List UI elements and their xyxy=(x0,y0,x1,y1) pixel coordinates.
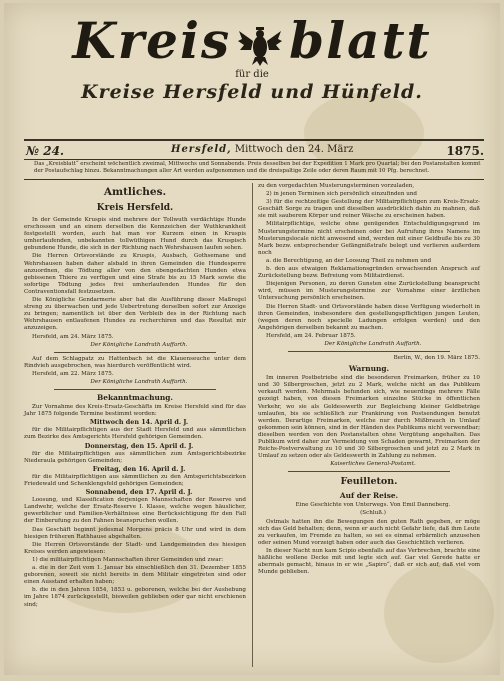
masthead-title-right: blatt xyxy=(289,11,432,70)
dateline xyxy=(26,144,484,160)
appointment-date: Freitag, den 16. April d. J. xyxy=(92,464,186,473)
issue-place: Hersfeld, xyxy=(171,144,232,155)
article-list-item: a. die Berechtigung, an der Loosung Theil zu nehmen und xyxy=(266,257,432,264)
masthead-subtitle: für die xyxy=(235,69,269,80)
warning-heading: Warnung. xyxy=(348,364,390,374)
article-paragraph: Militairpflichtige, welche ohne genügenden Entschuldigungsgrund im Musterungstermine nicht erscheinen oder bei Aufrufung ihres Namens im Musterungslocale nicht anwesend sind, werden mit einer Geldbuße bis zu 30 Mark bezw. entsprechender Gefängnißstrafe belegt und verlieren außerdem noch xyxy=(258,221,480,256)
article-paragraph: Zur Vornahme des Kreis-Ersatz-Geschäfts im Kreise Hersfeld sind für das Jahr 1875 folgende Termine bestimmt worden: xyxy=(24,404,246,418)
section-heading-district: Kreis Hersfeld. xyxy=(96,203,174,213)
story-title: Auf der Reise. xyxy=(339,491,399,501)
article-paragraph: Loosung, und Klassification derjenigen Mannschaften der Reserve und Landwehr, welche der Ersatz-Reserve I. Klasse, welche wegen häuslicher, gewerblicher und Familien-Verhältnisse eine Berücksichtigung für den Fall der Einberufung zu den Fahnen beanspruchen wollen. xyxy=(24,497,246,525)
article-paragraph: Die Herren Ortsvorstände der Stadt- und Landgemeinden des hiesigen Kreises werden angewiesen: xyxy=(24,541,246,555)
article-paragraph: Die Herren Stadt- und Ortsvorstände haben diese Verfügung wiederholt in ihren Gemeinden, insbesondere den gestellungspflichtigen jungen Leuten, (wegen deren noch specielle Ladungen erfolgen werden) und den Angehörigen derselben bekannt zu machen. xyxy=(258,303,480,331)
article-paragraph: Auf dem Schlagpatz zu Hattenbach ist die Klauenseuche unter dem Rindvieh ausgebrochen, was hierdurch veröffentlicht wird. xyxy=(24,355,246,369)
appointment-date: Mittwoch den 14. April d. J. xyxy=(89,418,189,427)
article-signature: Der Königliche Landrath Auffarth. xyxy=(324,340,422,347)
newspaper-page xyxy=(4,3,500,675)
article-list-item: b. die in den Jahren 1854, 1853 u. geborenen, welche bei der Aushebung im Jahre 1874 zurückgestellt, bisweilen geblieben oder gar nicht erschienen sind; xyxy=(24,587,246,608)
article-paragraph: Die Herren Ortsvorstände zu Kruspis, Ausbach, Gothsemane und Wehrshausen haben daher alsbald in ihren Gemeinden die Hundesperre anzuordnen, die Tödtung aller von den obengedachten Hunden etwa gebissenen Thiere zu verfügen und eine Strafe bis zu 15 Mark sowie die sofortige Tödtung jedes frei umherlaufenden Hundes für den Contraventionsfall festzusetzen. xyxy=(24,253,246,295)
article-paragraph: Diejenigen Personen, zu deren Gunsten eine Zurückstellung beansprucht wird, müssen im Musterungstermine zur Vornahme einer ärztlichen Untersuchung persönlich erscheinen. xyxy=(258,281,480,302)
article-paragraph: zu den vorgedachten Musterungsterminen vorzuladen, xyxy=(258,183,415,189)
appointment-date: Sonnabend, den 17. April d. J. xyxy=(85,488,193,497)
article-list-item: 2) in jenen Terminen sich persönlich einzufinden und xyxy=(266,191,418,198)
article-place-date: Hersfeld, am 24. März 1875. xyxy=(32,333,114,340)
left-column xyxy=(24,183,246,610)
article-paragraph: Die Königliche Gendarmerie aber hat die Ausführung dieser Maßregel streng zu überwachen und jede Uebertretung derselben sofort zur Anzeige zu bringen; namentlich ist über den Verbleib des in der Richtung nach Wehrshausen entlaufenen Hundes zu recherchiren und das Resultat mir anzuzeigen. xyxy=(24,297,246,332)
issue-year: 1875. xyxy=(446,144,484,158)
article-paragraph: Im inneren Postbetriebe sind die besonderen Freimarken, früher zu 10 und 30 Silbergroschen, jetzt zu 2 Mark, welche nicht an das Publikum verkauft werden. Mehrmals befunden sich, wie neuerdings mehrere Fälle gezeigt haben, von diesen Freimarken einzelne Stücke in öffentlichen Verkehr, wo sie als Geldesswerth zur Begleichung kleiner Geldbeträge umlaufen, bis sie schließlich zur Frankirung von Postsendungen benutzt werden. Derartige Freimarken, welche nur durch Mißbrauch in Umlauf gekommen sein können, sind in der Händen des Publikums nicht verwendbar; dieselben werden von den Postanstalten ohne Vergütung angehalten. Das Publikum wird daher zur Vermeidung von Schaden gewarnt, Freimarken der Reichs-Postverwaltung zu 10 und 30 Silbergroschen und jetzt zu 2 Mark in Umlauf zu setzen oder als Geldeswerth in Zahlung zu nehmen. xyxy=(258,375,481,460)
article-signature: Der Königliche Landrath Auffarth. xyxy=(90,341,188,348)
eagle-icon xyxy=(237,23,283,67)
article-list-item: 1) die militairpflichtigen Mannschaften ihrer Gemeinden und zwar: xyxy=(32,556,224,563)
article-place-date: Berlin, W., den 19. März 1875. xyxy=(393,355,480,362)
story-part: (Schluß.) xyxy=(360,510,386,517)
article-separator xyxy=(54,352,216,353)
article-paragraph: Ostmals hatten ihn die Bewegungen den guten Rath gegeben, er möge sich das Geld behalten; denn, wenn er auch nicht Gefahr liefe, daß ihm Leute zu verkaufen, im Fremde zu halten, so sei es einmal erbärmlich anzusehen oder seinen Mund vorzeigt haben oder auch das Geschichtlich verlieren. xyxy=(258,518,480,546)
article-paragraph: für die Militairpflichtigen aus sämmtlichen zu den Amtsgerichtsbezirken Friedewald und Schenklengsfeld gehörigen Gemeinden; xyxy=(24,473,246,487)
article-paragraph: für die Militairpflichtigen aus der Stadt Hersfeld und aus sämmtlichen zum Bezirke des Amtsgerichts Hersfeld gehörigen Gemeinden. xyxy=(24,427,246,441)
issue-number: № 24. xyxy=(26,144,65,158)
masthead-title xyxy=(4,13,500,69)
masthead-title-left: Kreis xyxy=(72,11,232,70)
right-column xyxy=(258,183,480,577)
publication-notice: Das „Kreisblatt“ erscheint wöchentlich zweimal, Mittwochs und Sonnabends. Preis desselben bei der Expedition 1 Mark pro Quartal; bei den Postanstalten kommt der Postaufschlag hinzu. Bekanntmachungen aller Art werden aufgenommen und die dreispaltige Zeile oder deren Raum mit 10 Pfg. berechnet. xyxy=(34,161,481,174)
top-rule xyxy=(24,139,484,141)
article-list-item: b. den aus etwaigen Reklamationsgründen erwachsenden Anspruch auf Zurückstellung bezw. Befreiung vom Militairdienst. xyxy=(258,266,480,280)
section-heading-official: Amtliches. xyxy=(103,186,167,198)
article-signature: Kaiserliches General-Postamt. xyxy=(330,461,416,468)
issue-date: Mittwoch den 24. März xyxy=(234,144,354,155)
feuilleton-heading: Feuilleton. xyxy=(340,476,398,488)
article-list-item: a. die in der Zeit vom 1. Januar bis einschließlich den 31. Dezember 1855 geborenen, soweit sie nicht bereits in dem Militair eingetreten sind oder einen Ausstand erhalten haben; xyxy=(24,565,246,586)
article-place-date: Hersfeld, am 22. März 1875. xyxy=(32,370,114,377)
article-separator xyxy=(288,351,450,352)
article-signature: Der Königliche Landrath Auffarth. xyxy=(90,378,188,385)
masthead xyxy=(4,7,500,107)
announcement-heading: Bekanntmachung. xyxy=(97,393,173,403)
issue-place-date xyxy=(171,144,353,155)
article-list-item: 3) für die rechtzeitige Gestellung der Militairpflichtigen zum Kreis-Ersatz-Geschäft Sorge zu tragen und dieselben ausdrücklich dahin zu mahnen, daß sie mit sauberem Körper und reiner Wäsche zu erscheinen haben. xyxy=(258,199,480,220)
column-divider xyxy=(252,183,253,667)
article-paragraph: Das Geschäft beginnt jedesmal Morgens präcis 8 Uhr und wird in dem hiesigen früheren Rathhause abgehalten. xyxy=(24,526,246,540)
article-place-date: Hersfeld, am 24. Februar 1875. xyxy=(266,332,356,339)
article-separator xyxy=(54,389,216,390)
article-paragraph: In der Gemeinde Kruspis sind mehrere der Tollwuth verdächtige Hunde erschossen und an einem derselben die Kennzeichen der Wuthkrankheit festgestellt worden, auch hat man vor Kurzem einen in Kruspis umherlaufenden, unbekannten tollwüthigen Hund durch das Kruspisch gebundene Hunde, die sich in der Richtung nach Wehrshausen laufen sehen. xyxy=(24,217,246,252)
paper-stain xyxy=(384,563,494,663)
article-paragraph: für die Militairpflichtigen aus sämmtlichen zum Amtsgerichtsbezirke Niederaula gehörigen Gemeinden; xyxy=(24,450,246,464)
article-separator xyxy=(288,471,450,472)
intro-rule xyxy=(24,179,484,180)
masthead-region: Kreise Hersfeld und Hünfeld. xyxy=(81,81,423,103)
appointment-date: Donnerstag, den 15. April d. J. xyxy=(84,441,194,450)
story-byline: Eine Geschichte von Unterwegs. Von Emil Danneberg. xyxy=(295,502,451,509)
article-paragraph: In dieser Nacht nun kam Scipio ebenfalls auf das Verbrechen, brachte eine häßliche wollene Decke mit und legte sich auf. Gar viel Gerede hatte er abermals gemacht, hinaus in er wie „Sapiro“, daß er sich auf, daß viel vom Munde geblieben. xyxy=(258,547,480,576)
dateline-rule xyxy=(24,159,484,160)
